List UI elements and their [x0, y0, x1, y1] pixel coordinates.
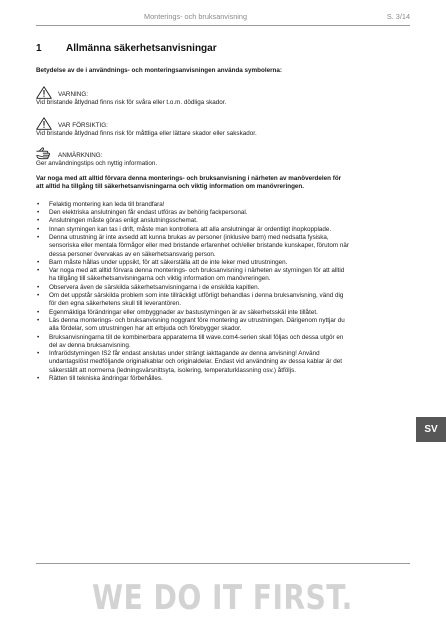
- symbol-note: [36, 145, 410, 168]
- symbol-description: Vid bristande åtlydnad finns risk för svåra eller t.o.m. dödliga skador.: [36, 99, 227, 107]
- pointing-hand-icon: [36, 147, 52, 160]
- storage-warning: [36, 175, 410, 192]
- bullet-item: [36, 350, 410, 375]
- page-number: S. 3/14: [386, 12, 410, 21]
- bullet-line: • Infrarödstyrningen IS2 får endast anslutas under strängt iakttagande av denna anvisning! Använd: [49, 350, 320, 358]
- footer-divider: [36, 563, 410, 564]
- symbol-label: VAR FÖRSIKTIG:: [58, 121, 108, 129]
- safety-bullet-list: [36, 201, 410, 384]
- bullet-line: dessa personer övervakas av en säkerhetsansvarig person.: [49, 250, 216, 258]
- bullet-line: • Egenmäktiga förändringar eller ombyggnader av bastustyrningen är av säkerhetsskäl inte tillåtet.: [49, 308, 318, 316]
- bullet-line: • Innan styrningen kan tas i drift, måste man kontrollera att alla anslutningar är ordentligt ihopkopplade.: [49, 225, 332, 233]
- bullet-item: [36, 375, 410, 383]
- bullet-item: [36, 292, 410, 309]
- bullet-line: • Den elektriska anslutningen får endast utföras av behörig fackpersonal.: [49, 209, 248, 217]
- bullet-line: del av denna bruksanvisning.: [49, 341, 131, 349]
- bullet-line: • Denna utrustning är inte avsedd att kunna brukas av personer (inklusive barn) med nedsatta fysiska,: [49, 233, 329, 241]
- company-slogan: WE DO IT FIRST.: [92, 578, 353, 618]
- page-content: [36, 67, 410, 383]
- bullet-line: säkerställt att normerna (ledningsvärsnittsyta, isolering, temperaturklassning osv.) åtföljs.: [49, 366, 296, 374]
- symbol-label: VARNING:: [58, 91, 88, 99]
- symbol-label: ANMÄRKNING:: [58, 151, 103, 159]
- bullet-item: [36, 334, 410, 351]
- bullet-line: sensoriska eller mentala förmågor eller med bristande erfarenhet och/eller bristande kunskaper, förutom när: [49, 242, 349, 250]
- bullet-line: • Anslutningen måste göras enligt anslutningsschemat.: [49, 217, 198, 225]
- bullet-line: • Barn måste hållas under uppsikt, för att säkerställa att de inte leker med utrustningen.: [49, 258, 288, 266]
- bullet-item: [36, 284, 410, 292]
- bullet-item: [36, 201, 410, 209]
- bullet-item: [36, 309, 410, 317]
- bullet-item: [36, 267, 410, 284]
- language-badge: SV: [416, 417, 446, 442]
- bullet-line: för den egna säkerhetens skull till leverantören.: [49, 300, 181, 308]
- bullet-line: undantagslöst medföljande originalkablar och originaldelar. Endast vid användning av dessa kablar är det: [49, 358, 342, 366]
- bullet-line: ha tillgång till säkerhetsanvisningarna och viktig information om manövreringen.: [49, 275, 271, 283]
- header-divider: [36, 25, 410, 26]
- symbol-warning: [36, 84, 410, 107]
- symbol-description: Vid bristande åtlydnad finns risk för måttliga eller lättare skador eller sakskador.: [36, 129, 257, 137]
- symbol-caution: [36, 115, 410, 138]
- bullet-item: [36, 234, 410, 259]
- bullet-line: • Bruksanvisningarna till de kombinerbara apparaterna till wave.com4-serien skall följas och dessa utgör en: [49, 333, 344, 341]
- bullet-item: [36, 226, 410, 234]
- bullet-item: [36, 317, 410, 334]
- bullet-line: • Rätten till tekniska ändringar förbehålles.: [49, 375, 163, 383]
- caution-triangle-icon: [36, 117, 52, 130]
- section-heading: [36, 43, 217, 54]
- section-title: Allmänna säkerhetsanvisningar: [66, 43, 217, 54]
- bullet-item: [36, 217, 410, 225]
- bullet-line: • Om det uppstår särskilda problem som inte tillräckligt utförligt behandlas i denna bruksanvisning, vänd dig: [49, 292, 344, 300]
- bullet-item: [36, 259, 410, 267]
- page-header: [36, 12, 410, 24]
- bullet-line: • Var noga med att alltid förvara denna monterings- och bruksanvisning i närheten av styrningen för att alltid: [49, 267, 345, 275]
- document-title: Monterings- och bruksanvisning: [144, 12, 248, 21]
- bullet-line: • Felaktig montering kan leda till brandfara!: [49, 200, 165, 208]
- bullet-line: • Observera även de särskilda säkerhetsanvisningarna i de enskilda kapitlen.: [49, 283, 260, 291]
- bullet-line: • Läs denna monterings- och bruksanvisning noggrant före montering av utrustningen. Därigenom nyttjar du: [49, 316, 345, 324]
- bullet-line: alla fördelar, som utrustningen har att erbjuda och förebygger skador.: [49, 325, 242, 333]
- warning-line: Var noga med att alltid förvara denna monterings- och bruksanvisning i närheten av manöverdelen för: [36, 175, 342, 183]
- warning-line: att alltid ha tillgång till säkerhetsanvisningarna och viktig information om manövreringen.: [36, 183, 305, 191]
- symbol-description: Ger användningstips och nyttig information.: [36, 159, 158, 167]
- section-number: 1: [36, 43, 42, 54]
- warning-triangle-icon: [36, 86, 52, 99]
- symbols-intro: Betydelse av de i användnings- och monteringsanvisningen använda symbolerna:: [36, 67, 282, 74]
